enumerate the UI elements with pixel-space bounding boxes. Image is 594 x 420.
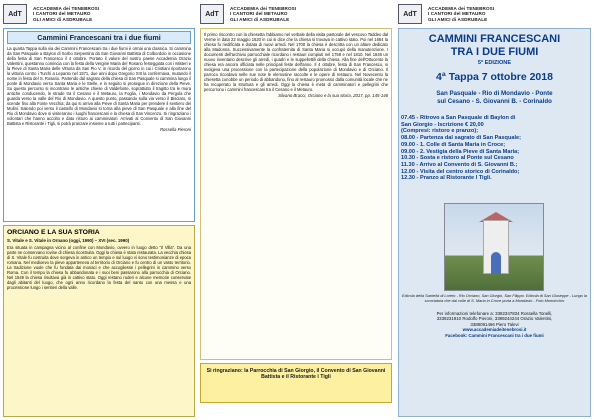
academy-logo: AdT xyxy=(200,4,224,24)
website-link[interactable]: www.accademiadeitenebrosi.it xyxy=(462,327,527,333)
academy-names xyxy=(230,6,296,23)
column-middle xyxy=(200,3,392,417)
event-title-line1: CAMMINI FRANCESCANI xyxy=(428,33,561,45)
intro-paragraph: La quarta Tappa sulla via dei Cammini Francescani tra i due fiumi è ormai una classica. Si cammina da San Pasquale a Baylon di Sorbo Serpentina da San Giovanni Battista di Colbordolo in occasione della festa di San Francesco il 4 ottobre. Portato il valore del nostro paese Accademia Orazio Valentini, questanno comincia con la festa della Vergine Maria del Rosario festeggiata con i Misteri e la Pieve di Santa Maria delle Vittoria da San Pio V, in ricordo del giorno in cui i Cristiani riportarono la vittoria contro i Turchi a Lepanto nel 1571, due anni dopo Gregorio XIII la confermava, mutando il nome in festa del S. Rosario. Partendo dal sagrato della chiesa di San Pasquale si cammina lungo il ponte di Mondavio verso Santa Maria e le Stelle, e in seguito si prosegue in direzione della Pieve. Su questo percorso si incontrano le antiche chiese di Valdefonte, soprattutto il tragitto tra le mura antiche conducendo, le strade tra il Cesano e il Metauro, la Foglia, i Mondavio da Pergola che guarda verso la valle del Rio di Mondavio. A questo punto, passando sulla via verso il Bisciaro, si scende fino alla Fonte Vecchia; da qui si arriva alla Pieve di Santa Maria per prendere il sentiero dei Mulini. Salendo poi verso il castello di Mondavio si torna alla pieve di San Pasquale e alla fine del Rio di Mondavio dove si visiteranno i luoghi francescani e la chiesa di San Vincenzo. Si ringraziano i volontari che hanno accolto e dato ristoro ai camminatori. Arrivati al Convento di San Giovanni Battista e Ristorante i Tigli, si potrà pranzare insieme a tutti i partecipanti. xyxy=(7,46,191,126)
friends-name: GLI AMICI di ASDRUBALE xyxy=(33,16,93,22)
history-continued-paragraph: Il primo riscontro con la chiesetta l'abbiamo nel verbale della visita pastorale del vescovo Taddeo dal Verme in data 22 maggio 1620 in cui si dice che la chiesa si trovava in cattivo stato. Poi nel 1664 la chiesa fu riedificata e dotata di nuovi arredi. Nel 1700 la chiesa è descritta con un altare dedicato alla Madonna. Successivamente la confraternita di Santa Maria si occupò della manutenzione. I documenti dell'archivio parrocchiale ricordano i restauri compiuti nel 1758 e nel 1810. Nel 1846 un nuovo inventario descrive gli arredi, i quadri e le suppellettili della chiesa. Alla fine dell'Ottocento la chiesa era ancora officiata nelle principali feste dell'anno. Il 4 ottobre, festa di San Francesco, si svolgeva una processione con la partecipazione della popolazione di Mondavio e di Orciano. Il parroco ricordava nelle sue note le elemosine raccolte e le opere di restauro. Nel Novecento la chiesetta conobbe un periodo di abbandono, fino al restauro promosso dalla comunità locale che ne ha recuperato la struttura e gli arredi. Oggi la chiesa è meta di camminatori e pellegrini che percorrono i cammini francescani tra il Cesano e il Metauro. xyxy=(204,32,388,92)
contact-info xyxy=(401,311,588,338)
schedule-item: (Compresi: ristoro e pranzo); xyxy=(401,128,479,135)
schedule-item: 11.30 - Arrivo al Convento di S. Giovanni B.; xyxy=(401,161,518,168)
schedule-list xyxy=(401,115,589,182)
column-left xyxy=(3,3,195,417)
schedule-item: 08.00 - Partenza dal sagrato di San Pasquale; xyxy=(401,135,522,142)
photo-caption: Edicola della Santella di Loreto - Rio Orciano, San Giorgio, San Filippo. Edicola di San Giuseppe - Lungo la scorciatoia che dal colle di S. Maria in Croce porta a Mondavio - Foto Monnicchio xyxy=(402,293,587,303)
intro-box xyxy=(3,28,195,222)
academy-header xyxy=(398,3,591,25)
intro-title: Cammini Francescani tra i due fiumi xyxy=(7,31,191,44)
academy-logo: AdT xyxy=(398,4,422,24)
academy-name: ACCADEMIA dei TENEBROSI xyxy=(230,5,297,11)
schedule-item: San Giorgio - Iscrizione € 20,00 xyxy=(401,121,484,128)
friends-name: GLI AMICI di ASDRUBALE xyxy=(428,16,488,22)
history-author: Silvano Bracci, Orciano e la sua storia, 2017, pp. 145-146 xyxy=(278,93,388,98)
info-line: 3388091466 Piero Talevi xyxy=(470,321,519,327)
academy-logo: AdT xyxy=(3,4,27,24)
choir-name: I CANTORI del METAURO xyxy=(428,11,486,17)
route-line2: sul Cesano - S. Giovanni B. - Corinaldo xyxy=(437,97,552,105)
thanks-box: Si ringraziano: la Parrocchia di San Giorgio, il Convento di San Giovanni Battista e il Ristorante i Tigli xyxy=(200,363,392,403)
academy-header xyxy=(3,3,195,25)
history-subtitle: S. Vitale e S. Vitale in Ornano (oggi, 1990) – XVI (sec. 1990) xyxy=(7,238,130,243)
chapel-niche xyxy=(491,252,501,274)
schedule-item: 07.45 - Ritrovo a San Pasquale di Baylon di xyxy=(401,115,516,121)
choir-name: I CANTORI del METAURO xyxy=(33,11,91,17)
schedule-item: 12.30 - Pranzo al Ristorante I Tigli. xyxy=(401,175,492,182)
event-title xyxy=(398,33,591,59)
history-paragraph: Era situata in campagna vicino al confine con Mondavio, ovvero in luogo detto "Il Villa". Da una parte ne conservano rovine di chiesa ricostruita. Oggi la chiesa è stata restaurata. La vecchia chiesa di S. Vitale fu costruita dove sorgeva in antico un tempio e sul luogo vi sono testimonianze di epoca romana. Nel medioevo la pieve apparteneva al territorio di Orciano e fu centro di un vasto territorio. La tradizione vuole che fu fondata dai monaci e che accogliesse i pellegrini in cammino verso Roma. Con il tempo la chiesa fu abbandonata e i suoi beni passarono alla parrocchia di Orciano. Nel 1549 la chiesa risultava già in cattivo stato. Oggi restano ruderi e alcune memorie conservate dagli abitanti del luogo, che ogni anno ricordano la festa del santo con una messa e una processione lungo i sentieri della valle. xyxy=(7,245,191,290)
route xyxy=(400,90,589,105)
schedule-item: 10.30 - Sosta e ristoro al Ponte sul Cesano xyxy=(401,155,514,162)
event-title-line2: TRA I DUE FIUMI xyxy=(450,46,539,58)
academy-names xyxy=(428,6,494,23)
info-line: 3339231910 Rodolfo Pieroni, 3389244244 Orazio Valentini, xyxy=(436,316,553,322)
schedule-item: 09.00 - 1. Colle di Santa Maria in Croce; xyxy=(401,141,506,148)
edition-label: 5ª EDIZIONE xyxy=(477,60,512,66)
academy-name: ACCADEMIA dei TENEBROSI xyxy=(428,5,495,11)
academy-header xyxy=(200,3,392,25)
history-continued-box xyxy=(200,28,392,360)
column-right xyxy=(398,3,591,417)
academy-names xyxy=(33,6,99,23)
intro-signature: Rossella Pieroni xyxy=(159,127,191,132)
choir-name: I CANTORI del METAURO xyxy=(230,11,288,17)
chapel-photo xyxy=(444,203,544,291)
route-line1: San Pasquale - Rio di Mondavio - Ponte xyxy=(436,90,553,97)
stage-date: 4ª Tappa 7 ottobre 2018 xyxy=(436,71,553,83)
facebook-link[interactable]: Facebook: Cammini Francescani tra i due fiumi xyxy=(445,332,544,338)
friends-name: GLI AMICI di ASDRUBALE xyxy=(230,16,290,22)
history-box xyxy=(3,225,195,417)
schedule-item: 12.00 - Visita del centro storico di Corinaldo; xyxy=(401,168,520,175)
schedule-item: 09.00 - 2. Vestigia della Pieve di Santa Maria; xyxy=(401,148,520,155)
history-title: ORCIANO E LA SUA STORIA xyxy=(7,229,100,236)
info-line: Per informazioni telefonare a: 3382347834 Rossella Tonelli, xyxy=(436,311,553,316)
academy-name: ACCADEMIA dei TENEBROSI xyxy=(33,5,100,11)
